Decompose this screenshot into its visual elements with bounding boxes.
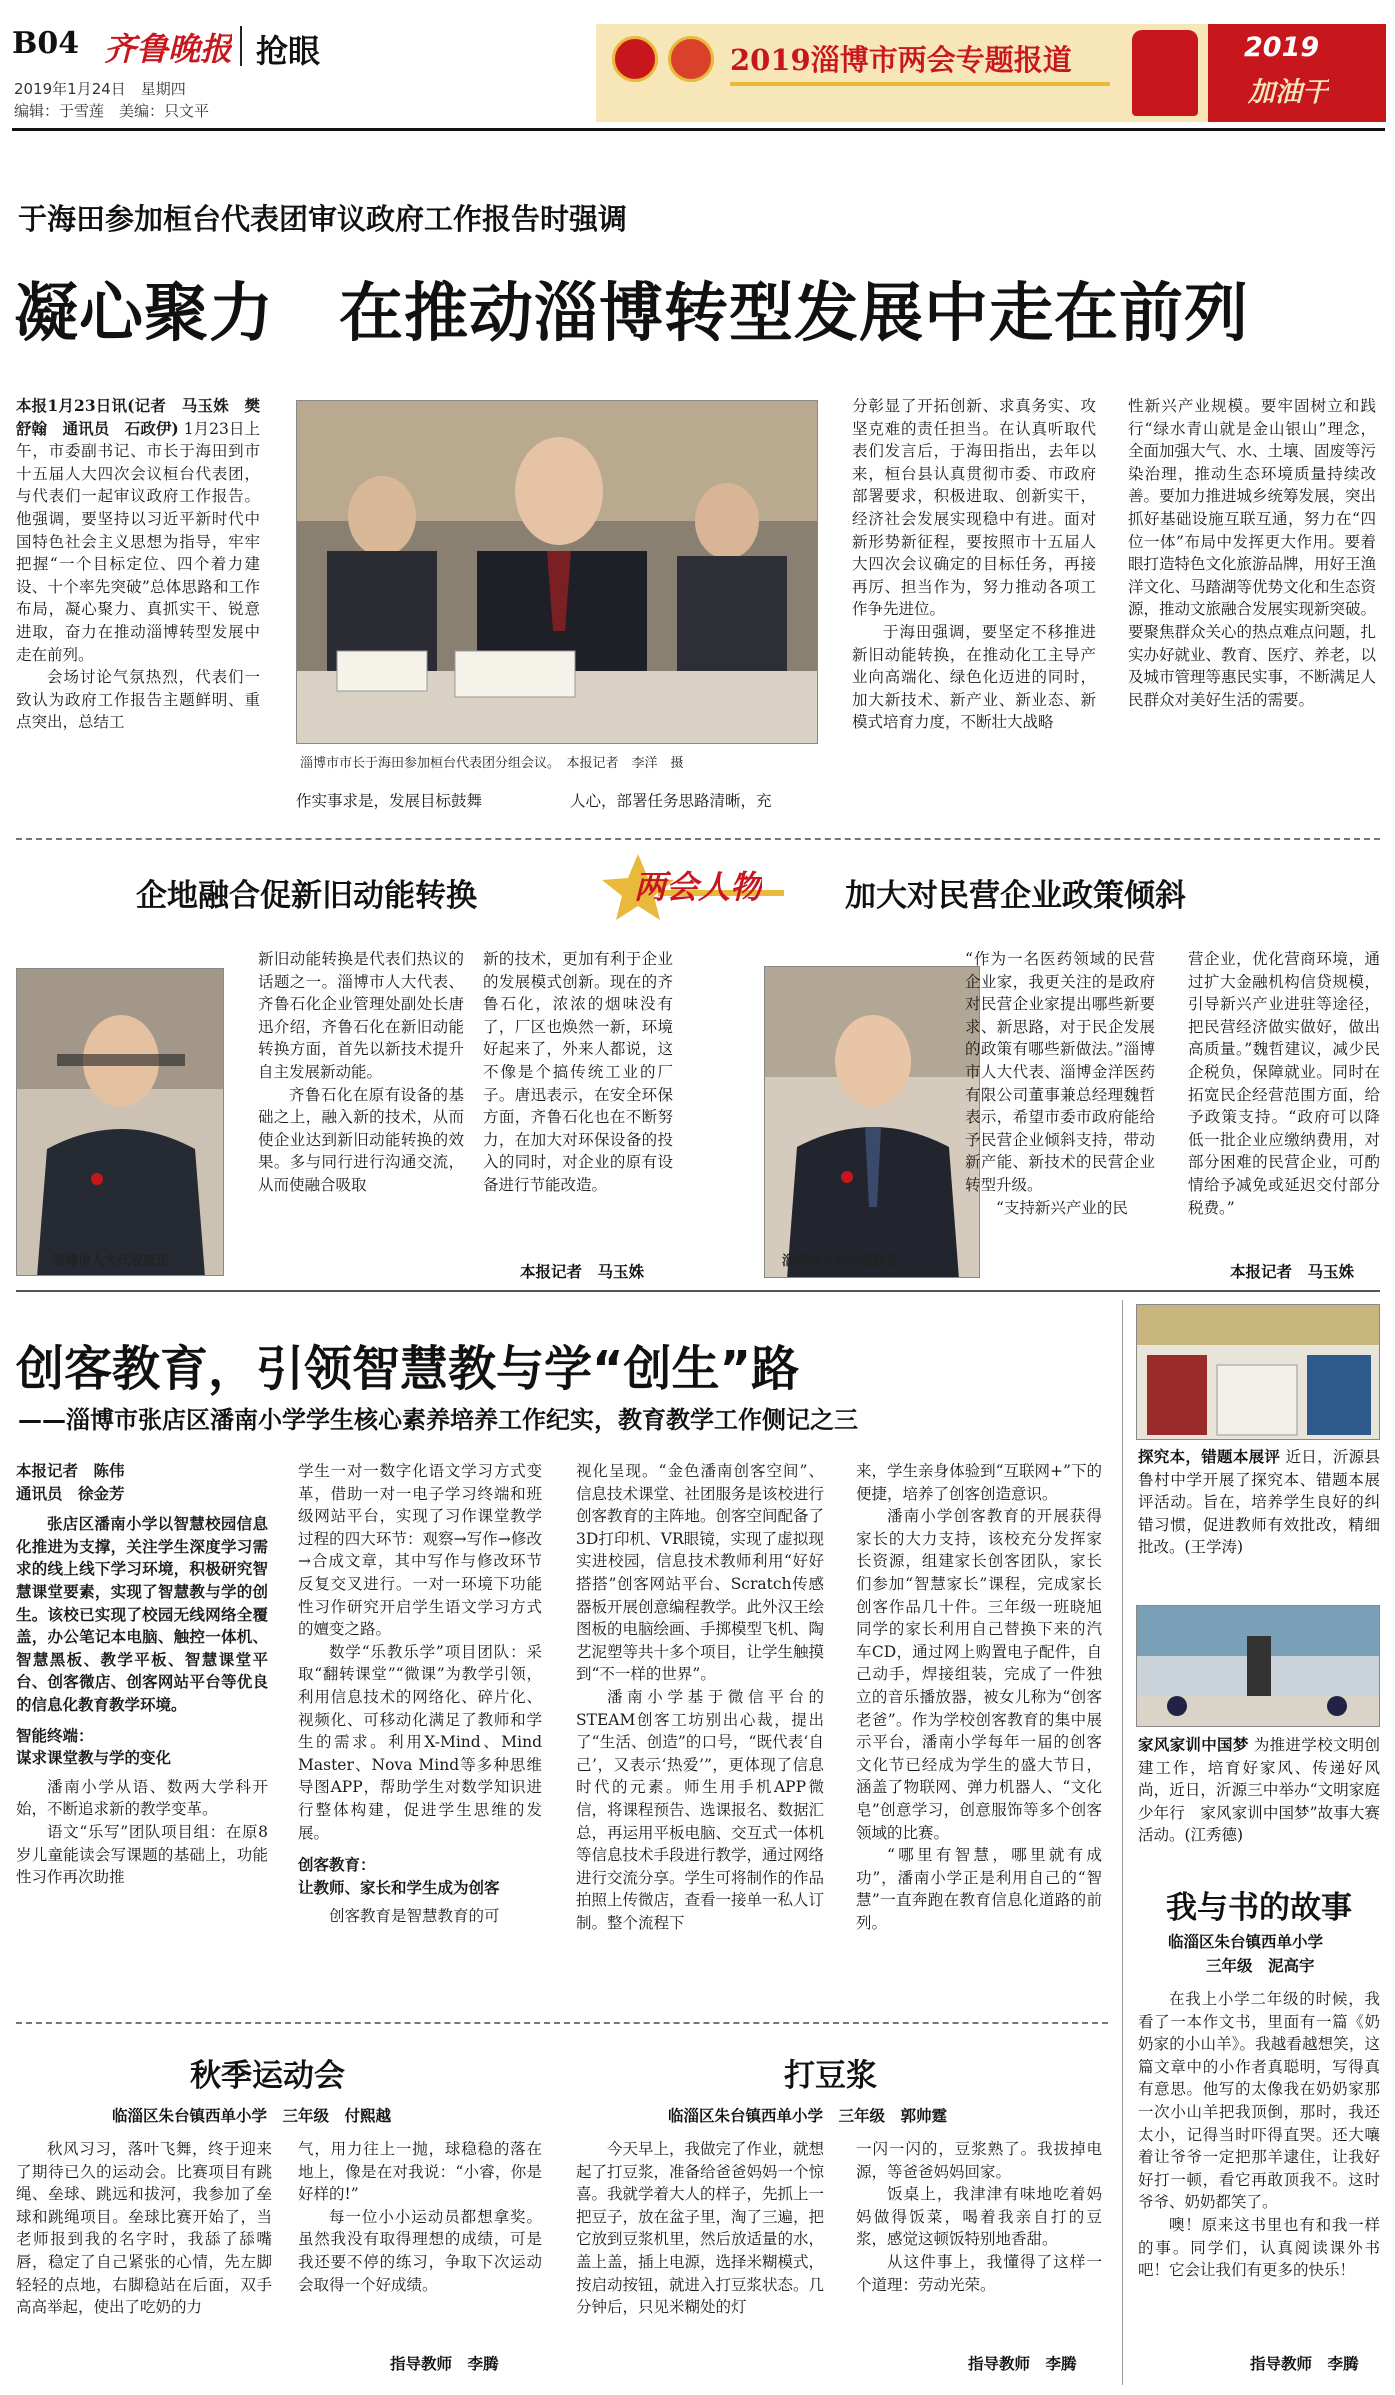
section-separator: [16, 838, 1380, 840]
brief1-photo: [1136, 1304, 1380, 1440]
story1-lead: 本报1月23日讯(记者 马玉姝 樊舒翰 通讯员 石政伊): [16, 396, 260, 438]
divider: [240, 26, 242, 66]
header-rule: [12, 128, 1385, 131]
people-right-col2-text: 营企业，优化营商环境，通过扩大金融机构信贷规模，引导新兴产业进驻等途径，把民营经济做实做好，做出高质量。”魏哲建议，减少民企税负，保障就业。同时在拓宽民企经营范围方面，给予政策支持。“政府可以降低一批企业应缴纳费用，对部分困难的民营企业，可酌情给予减免或延迟交付部分税费。”: [1188, 950, 1380, 1217]
section-name: 抢眼: [256, 32, 321, 70]
wei-zhe-caption: 淄博市人大代表魏哲: [782, 1254, 900, 1269]
tang-xun-caption: 淄博市人大代表唐迅: [52, 1254, 170, 1269]
wei-zhe-photo: [764, 966, 980, 1278]
essay1-c1: 秋风习习，落叶飞舞，终于迎来了期待已久的运动会。比赛项目有跳绳、垒球、跳远和拔河，我参加了垒球和跳绳项目。垒球比赛开始了，当老师报到我的名字时，我舔了舔嘴唇，稳定了自己紧张的心情，先左脚轻轻的点地，右脚稳站在后面，双手高高举起，使出了吃奶的力: [16, 2140, 272, 2317]
essay3-p2: 噢！原来这书里也有和我一样的事。同学们，认真阅读课外书吧！它会让我们有更多的快乐！: [1138, 2215, 1380, 2280]
people-left-col2: [483, 948, 673, 1258]
essay1-author: 临淄区朱台镇西单小学 三年级 付熙越: [112, 2107, 392, 2125]
people-right-title: 加大对民营企业政策倾斜: [845, 878, 1186, 914]
brief2-text: 为推进学校文明创建工作，培育好家风、传递好风尚，近日，沂源三中举办“文明家庭少年行 家风家训中国梦”故事大赛活动。(江秀德): [1138, 1736, 1380, 1845]
story1-photo-caption: 淄博市市长于海田参加桓台代表团分组会议。 本报记者 李洋 摄: [300, 756, 684, 771]
school-col2-sub2: 让教师、家长和学生成为创客: [298, 1877, 500, 1897]
essays-separator: [16, 2022, 1108, 2024]
national-emblem-icon: [612, 36, 658, 82]
brief1-text: 近日，沂源县鲁村中学开展了探究本、错题本展评活动。旨在，培养学生良好的纠错习惯，促进教师有效批改，精细批改。(王学涛): [1138, 1448, 1380, 1557]
essay2-col1: [576, 2138, 824, 2388]
page-number: B04: [12, 26, 80, 61]
school-col2-p2: 数学“乐教乐学”项目团队：采取“翻转课堂”“微课”为教学引领，利用信息技术的网络化、碎片化、视频化、可移动化满足了教师和学生的需求。利用X-Mind、Mind Master、Nova Mind等多种思维导图APP，帮助学生对数学知识进行整体构建，促进学生思维的发展。: [298, 1642, 542, 1842]
story1-headline: 凝心聚力 在推动淄博转型发展中走在前列: [14, 277, 1249, 351]
essay2-c2c: 从这件事上，我懂得了这样一个道理：劳动光荣。: [856, 2252, 1102, 2294]
story1-col1-p2: 会场讨论气氛热烈，代表们一致认为政府工作报告主题鲜明、重点突出，总结工: [16, 668, 260, 732]
school-col2-p3: 创客教育是智慧教育的可: [329, 1907, 500, 1926]
fist-icon: [1132, 30, 1198, 116]
logo-text: 两会人物: [634, 868, 763, 906]
story1-kicker: 于海田参加桓台代表团审议政府工作报告时强调: [18, 202, 628, 236]
people-right-col1-text: “作为一名医药领域的民营企业家，我更关注的是政府对民营企业家提出哪些新要求、新思路，对于民企发展的政策有哪些新做法。”淄博市人大代表、淄博金洋医药有限公司董事兼总经理魏哲表示，希望市委市政府能给予民营企业倾斜支持，带动新产能、新技术的民营企业转型升级。: [965, 950, 1155, 1194]
school-col4-p2: 潘南小学创客教育的开展获得家长的大力支持，该校充分发挥家长资源，组建家长创客团队，家长们参加“智慧家长”课程，完成家长创客作品几十件。三年级一班晓旭同学的家长利用自己替换下来的汽车CD，通过网上购置电子配件，自己动手，焊接组装，完成了一件独立的音乐播放器，被女儿称为“创客老爸”。作为学校创客教育的集中展示平台，潘南小学每年一届的创客文化节已经成为学生的盛大节日，涵盖了物联网、弹力机器人、“文化皂”创意学习，创意服饰等多个创客领域的比赛。: [856, 1507, 1102, 1842]
people-left-col2-text: 新的技术，更加有利于企业的发展模式创新。现在的齐鲁石化，浓浓的烟味没有了，厂区也焕然一新，环境好起来了，外来人都说，这不像是个搞传统工业的厂子。唐迅表示，在安全环保方面，齐鲁石化也在不断努力，在加大对环保设备的投入的同时，对企业的原有设备进行节能改造。: [483, 950, 673, 1194]
school-subhead: ——淄博市张店区潘南小学学生核心素养培养工作纪实，教育教学工作侧记之三: [18, 1406, 858, 1434]
people-logo: [598, 850, 788, 922]
school-headline: 创客教育，引领智慧教与学“创生”路: [16, 1341, 800, 1397]
meeting-photo-illustration: [297, 401, 818, 744]
masthead: [0, 0, 1395, 128]
school-col1-p1: 张店区潘南小学以智慧校园信息化推进为支撑，关注学生深度学习需求的线上线下学习环境，积极研究智慧课堂要素，实现了智慧教与学的创生。该校已实现了校园无线网络全覆盖，办公笔记本电脑、触控一体机、智慧黑板、教学平板、智慧课堂平台、创客微店、创客网站平台等优良的信息化教育教学环境。: [16, 1514, 268, 1714]
banner-slogan-box: [1208, 24, 1386, 122]
essay1-col2: [298, 2138, 542, 2338]
congress-banner: [596, 24, 1386, 122]
essay1-c2: 气，用力往上一抛，球稳稳的落在地上，像是在对我说：“小睿，你是好样的!”: [298, 2140, 542, 2204]
school-col2-p1: 学生一对一数字化语文学习方式变革，借助一对一电子学习终端和班级网站平台，实现了习作课堂教学过程的四大环节：观察→写作→修改→合成文章，其中写作与修改环节反复交叉进行。一对一环境下功能性习作研究开启学生语文学习方式的嬗变之路。: [298, 1462, 542, 1639]
story1-col3-p1: 分彰显了开拓创新、求真务实、攻坚克难的责任担当。在认真听取代表们发言后，于海田指出，去年以来，桓台县认真贯彻市委、市政府部署要求，积极进取、创新实干，经济社会发展实现稳中有进。面对新形势新征程，要按照市十五届人大四次会议确定的目标任务，再接再厉、担当作为，努力推动各项工作争先进位。: [852, 397, 1096, 619]
essay1-col1: [16, 2138, 272, 2388]
tang-xun-photo: [16, 968, 224, 1276]
story1-col4-p1: 性新兴产业规模。要牢固树立和践行“绿水青山就是金山银山”理念，全面加强大气、水、土壤、固废等污染治理，推动生态环境质量持续改善。要加力推进城乡统筹发展，突出抓好基础设施互联互通，努力在“四位一体”布局中发挥更大作用。要着眼打造特色文化旅游品牌，用好王渔洋文化、马踏湖等优势文化和生态资源，推动文旅融合发展实现新突破。要聚焦群众关心的热点难点问题，扎实办好就业、教育、医疗、养老，以及城市管理等惠民实事，不断满足人民群众对美好生活的需要。: [1128, 397, 1376, 709]
brief2-text-block: [1138, 1734, 1380, 1864]
portrait-illustration: [17, 969, 224, 1276]
essay1-c2b: 每一位小小运动员都想拿奖。虽然我没有取得理想的成绩，可是我还要不停的练习，争取下次运动会取得一个好成绩。: [298, 2207, 542, 2294]
cppcc-emblem-icon: [668, 36, 714, 82]
essay2-teacher: 指导教师 李腾: [968, 2355, 1077, 2373]
essay2-c1: 今天早上，我做完了作业，就想起了打豆浆，准备给爸爸妈妈一个惊喜。我就学着大人的样子，先抓上一把豆子，放在盆子里，淘了三遍，把它放到豆浆机里，然后放适量的水，盖上盖，插上电源，选择米糊模式，按启动按钮，就进入打豆浆状态。几分钟后，只见米糊处的灯: [576, 2140, 824, 2317]
brief1-text-block: [1138, 1446, 1380, 1596]
people-left-col1-text: 新旧动能转换是代表们热议的话题之一。淄博市人大代表、齐鲁石化企业管理处副处长唐迅介绍，齐鲁石化在新旧动能转换方面，首先以新技术提升自主发展新动能。: [258, 950, 464, 1081]
essay2-col2: [856, 2138, 1102, 2338]
people-right-col1: [965, 948, 1155, 1283]
people-left-byline: 本报记者 马玉姝: [520, 1263, 645, 1281]
essay2-title: 打豆浆: [784, 2058, 877, 2094]
story1-col3: [852, 395, 1096, 820]
editor-line: 编辑：于雪莲 美编：只文平: [14, 102, 210, 120]
essay3-teacher: 指导教师 李腾: [1250, 2355, 1359, 2373]
essay2-c2b: 饭桌上，我津津有味地吃着妈妈做得饭菜，喝着我亲自打的豆浆，感觉这顿饭特别地香甜。: [856, 2185, 1102, 2249]
paper-name: 齐鲁晚报: [104, 30, 233, 68]
school-col1-p3: 语文“乐写”团队项目组：在原8岁儿童能读会写课题的基础上，功能性习作再次助推: [16, 1822, 268, 1887]
brief2-title: 家风家训中国梦: [1138, 1735, 1249, 1754]
banner-title: 2019淄博市两会专题报道: [730, 43, 1072, 77]
right-column-rule: [1122, 1300, 1123, 2385]
people-left-title: 企地融合促新旧动能转换: [136, 878, 477, 914]
essay3-p1: 在我上小学二年级的时候，我看了一本作文书，里面有一篇《奶奶家的小山羊》。我越看越想笑，这篇文章中的小作者真聪明，写得真有意思。他写的太像我在奶奶家那一次小山羊把我顶倒，那时，我还太小，记得当时吓得直哭。还大嚷着让爷爷一定把那羊逮住，让我好好打一顿，看它再敢顶我不。这时爷爷、奶奶都笑了。: [1138, 1990, 1380, 2212]
school-col4: [856, 1460, 1102, 2005]
school-col3: [576, 1460, 824, 2005]
essay1-title: 秋季运动会: [190, 2058, 345, 2094]
school-col2-sub1: 创客教育：: [298, 1855, 376, 1875]
school-col1-p2: 潘南小学从语、数两大学科开始，不断追求新的教学变革。: [16, 1777, 268, 1819]
essay2-author: 临淄区朱台镇西单小学 三年级 郭帅霆: [668, 2107, 948, 2125]
banner-underline: [730, 82, 1110, 86]
school-byline-2: 通讯员 徐金芳: [16, 1483, 125, 1503]
speech-photo-illustration: [1137, 1606, 1380, 1727]
essay3-author-2: 三年级 泥高宇: [1206, 1957, 1315, 1975]
essay2-c2: 一闪一闪的，豆浆熟了。我拔掉电源，等爸爸妈妈回家。: [856, 2140, 1102, 2181]
section-rule: [16, 1290, 1380, 1292]
banner-slogan: 加油干: [1248, 77, 1329, 108]
story1-col4: [1128, 395, 1376, 820]
banner-year: 2019: [1244, 32, 1320, 63]
school-col3-p2: 潘南小学基于微信平台的STEAM创客工坊别出心裁，提出了“生活、创造”的口号，“既代表‘自己’，又表示‘热爱’”，更体现了信息时代的元素。师生用手机APP微信，将课程预告、选课报名、数据汇总，再运用平板电脑、交互式一体机等信息技术手段进行教学，通过网络进行交流分享。学生可将制作的作品拍照上传微店，查看一接单一私人订制。整个流程下: [576, 1687, 824, 1932]
school-col1-sub2: 谋求课堂教与学的变化: [16, 1748, 172, 1768]
story1-under-photo-1: 作实事求是，发展目标鼓舞: [296, 792, 483, 810]
people-right-col2: [1188, 948, 1380, 1258]
date-line: 2019年1月24日 星期四: [14, 80, 186, 98]
school-col1-sub1: 智能终端：: [16, 1725, 94, 1745]
school-byline-1: 本报记者 陈伟: [16, 1461, 125, 1480]
story1-under-photo-2: 人心，部署任务思路清晰，充: [570, 792, 772, 810]
essay3-body: [1138, 1988, 1380, 2340]
people-right-byline: 本报记者 马玉姝: [1230, 1263, 1355, 1281]
classroom-photo-illustration: [1137, 1305, 1380, 1440]
essay3-author-1: 临淄区朱台镇西单小学: [1168, 1933, 1324, 1951]
brief1-title: 探究本，错题本展评: [1138, 1447, 1281, 1466]
people-left-col1b: 齐鲁石化在原有设备的基础之上，融入新的技术，从而使企业达到新旧动能转换的效果。多与同行进行沟通交流，从而使融合吸取: [258, 1085, 464, 1194]
school-col3-p1: 视化呈现。“金色潘南创客空间”、信息技术课堂、社团服务是该校进行创客教育的主阵地。创客空间配备了3D打印机、VR眼镜，实现了虚拟现实进校园，信息技术教师利用“好好搭搭”创客网站平台、Scratch传感器板开展创意编程教学。此外汉王绘图板的电脑绘画、手掷模型飞机、陶艺泥塑等共十多个项目，让学生触摸到“不一样的世界”。: [576, 1462, 824, 1684]
story1-col1: [16, 395, 260, 840]
portrait-illustration-2: [765, 967, 980, 1278]
people-left-col1: [258, 948, 464, 1283]
story1-col3-p2: 于海田强调，要坚定不移推进新旧动能转换，在推动化工主导产业向高端化、绿色化迈进的同时，加大新技术、新产业、新业态、新模式培育力度，不断壮大战略: [852, 622, 1096, 732]
school-col2: [298, 1460, 542, 2005]
essay3-title: 我与书的故事: [1166, 1890, 1352, 1926]
school-col1: [16, 1460, 268, 2005]
school-col4-p1: 来，学生亲身体验到“互联网+”下的便捷，培养了创客创造意识。: [856, 1462, 1102, 1503]
school-col4-p3: “哪里有智慧，哪里就有成功”，潘南小学正是利用自己的“智慧”一直奔跑在教育信息化道路的前列。: [856, 1846, 1102, 1932]
brief2-photo: [1136, 1605, 1380, 1727]
essay1-teacher: 指导教师 李腾: [390, 2355, 499, 2373]
story1-col1-p1: 1月23日上午，市委副书记、市长于海田到市十五届人大四次会议桓台代表团，与代表们一起审议政府工作报告。他强调，要坚持以习近平新时代中国特色社会主义思想为指导，牢牢把握“一个目标定位、四个着力建设、十个率先突破”总体思路和工作布局，凝心聚力、真抓实干、锐意进取，奋力在推动淄博转型发展中走在前列。: [16, 419, 260, 664]
people-right-col1b: “支持新兴产业的民: [996, 1198, 1128, 1217]
story1-photo: [296, 400, 818, 744]
